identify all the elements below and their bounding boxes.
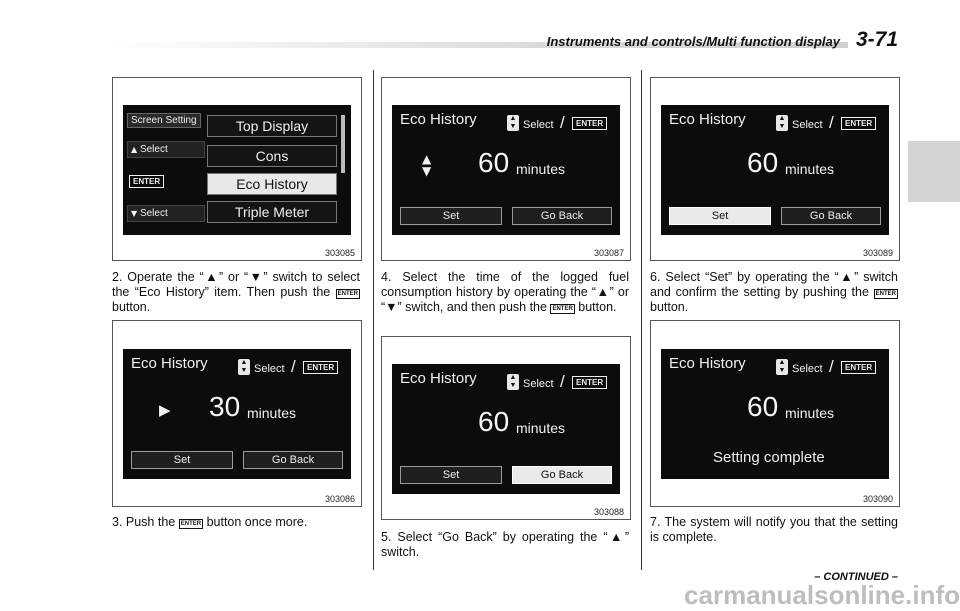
up-arrow-icon: ▲ xyxy=(131,145,138,154)
step-text: button. xyxy=(112,300,151,314)
step-text: button once more. xyxy=(206,515,308,529)
up-down-icon: ▲ ▼ xyxy=(507,374,519,390)
step-text: ” switch. xyxy=(381,530,630,559)
right-arrow-icon: ▶ xyxy=(159,401,171,419)
enter-icon: ENTER xyxy=(129,175,164,188)
step-7-text: 7. The system will notify you that the setting is complete. xyxy=(650,515,898,544)
eco-history-title: Eco History xyxy=(669,111,746,128)
step-text: button. xyxy=(650,300,689,314)
slash-glyph: / xyxy=(560,113,565,132)
column-divider xyxy=(373,70,374,570)
set-button: Set xyxy=(400,466,502,484)
up-down-icon: ▲ ▼ xyxy=(776,115,788,131)
step-6-text xyxy=(650,270,898,315)
menu-item-eco-history: Eco History xyxy=(207,173,337,195)
figure-code: 303088 xyxy=(593,507,624,517)
watermark: carmanualsonline.info xyxy=(684,580,960,610)
display-screen xyxy=(392,364,620,494)
slash-glyph: / xyxy=(291,357,296,376)
time-value: 30 xyxy=(209,391,241,422)
go-back-button: Go Back xyxy=(243,451,343,469)
set-button: Set xyxy=(669,207,771,225)
figure-code: 303086 xyxy=(324,494,355,504)
eco-history-title: Eco History xyxy=(400,370,477,387)
up-arrow-icon: ▲ xyxy=(203,270,219,284)
down-arrow-icon: ▼ xyxy=(131,209,138,218)
step-text: ” switch to select the “Eco History” item. Then push the xyxy=(112,270,361,299)
step-2-text xyxy=(112,270,360,315)
setting-complete-message: Setting complete xyxy=(713,449,825,466)
eco-history-title: Eco History xyxy=(400,111,477,128)
eco-history-title: Eco History xyxy=(669,355,746,372)
chapter-tab xyxy=(908,141,960,202)
display-screen xyxy=(392,105,620,235)
select-down-label xyxy=(127,205,205,222)
select-label: Select xyxy=(792,119,823,131)
select-up-label xyxy=(127,141,205,158)
continued-label: – CONTINUED – xyxy=(814,571,898,583)
select-label: Select xyxy=(523,378,554,390)
figure-code: 303085 xyxy=(324,248,355,258)
figure-303087 xyxy=(381,77,631,261)
step-text: button. xyxy=(578,300,617,314)
figure-303090 xyxy=(650,320,900,507)
select-label: Select xyxy=(792,363,823,375)
select-down-text: Select xyxy=(139,208,168,219)
display-screen xyxy=(123,349,351,479)
step-text: ” or “ xyxy=(381,285,630,314)
time-value: 60 xyxy=(478,406,510,437)
step-text: ” or “ xyxy=(218,270,249,284)
figure-303088 xyxy=(381,336,631,520)
step-text: 6. Select “Set” by operating the “ xyxy=(650,270,839,284)
figure-code: 303087 xyxy=(593,248,624,258)
figure-code: 303090 xyxy=(862,494,893,504)
enter-icon: ENTER xyxy=(180,521,202,527)
section-title: Instruments and controls/Multi function display xyxy=(546,34,840,49)
eco-history-title: Eco History xyxy=(131,355,208,372)
up-down-icon: ▲ ▼ xyxy=(776,359,788,375)
time-value: 60 xyxy=(478,147,510,178)
step-text: 2. Operate the “ xyxy=(112,270,204,284)
up-arrow-icon: ▲ xyxy=(596,285,610,299)
step-3-text xyxy=(112,515,360,530)
set-button: Set xyxy=(400,207,502,225)
enter-icon: ENTER xyxy=(841,117,876,130)
figure-303085 xyxy=(112,77,362,261)
step-text: ” switch, and then push the xyxy=(397,300,547,314)
figure-code: 303089 xyxy=(862,248,893,258)
go-back-button: Go Back xyxy=(512,207,612,225)
select-label: Select xyxy=(254,363,285,375)
menu-item-top-display: Top Display xyxy=(207,115,337,137)
down-arrow-icon: ▼ xyxy=(385,300,398,314)
time-unit: minutes xyxy=(516,161,566,177)
display-screen xyxy=(661,105,889,235)
slash-glyph: / xyxy=(560,372,565,391)
up-arrow-icon: ▲ xyxy=(607,530,625,544)
page-number: 3-71 xyxy=(855,28,898,51)
step-4-text xyxy=(381,270,629,315)
display-screen xyxy=(123,105,351,235)
set-button: Set xyxy=(131,451,233,469)
enter-icon: ENTER xyxy=(875,291,896,297)
step-text: 4. Select the time of the logged fuel consumption history by operating the “ xyxy=(381,270,629,299)
step-text: 5. Select “Go Back” by operating the “ xyxy=(381,530,608,544)
go-back-button: Go Back xyxy=(781,207,881,225)
time-value: 60 xyxy=(747,147,779,178)
column-divider xyxy=(641,70,642,570)
figure-303086 xyxy=(112,320,362,507)
go-back-button: Go Back xyxy=(512,466,612,484)
enter-icon: ENTER xyxy=(303,361,338,374)
figure-303089 xyxy=(650,77,900,261)
step-text: 3. Push the xyxy=(112,515,176,529)
slash-glyph: / xyxy=(829,357,834,376)
step-text: ” switch and confirm the setting by pushing the xyxy=(650,270,898,299)
scrollbar xyxy=(341,115,345,173)
time-unit: minutes xyxy=(516,420,566,436)
menu-item-triple-meter: Triple Meter xyxy=(207,201,337,223)
time-value: 60 xyxy=(747,391,779,422)
enter-icon: ENTER xyxy=(552,306,573,312)
select-up-text: Select xyxy=(139,144,168,155)
slash-glyph: / xyxy=(829,113,834,132)
time-unit: minutes xyxy=(247,405,297,421)
enter-icon: ENTER xyxy=(841,361,876,374)
menu-item-cons: Cons xyxy=(207,145,337,167)
time-unit: minutes xyxy=(785,161,835,177)
enter-icon: ENTER xyxy=(337,291,358,297)
down-arrow-icon: ▼ xyxy=(248,270,264,284)
step-5-text xyxy=(381,530,629,560)
time-unit: minutes xyxy=(785,405,835,421)
up-arrow-icon: ▲ xyxy=(838,270,855,284)
display-screen xyxy=(661,349,889,479)
enter-icon: ENTER xyxy=(572,376,607,389)
up-down-icon: ▲ ▼ xyxy=(507,115,519,131)
enter-icon: ENTER xyxy=(572,117,607,130)
screen-setting-label: Screen Setting xyxy=(127,113,201,128)
select-label: Select xyxy=(523,119,554,131)
up-down-icon: ▲ ▼ xyxy=(238,359,250,375)
up-down-arrows-icon: ▲ ▼ xyxy=(422,152,432,178)
